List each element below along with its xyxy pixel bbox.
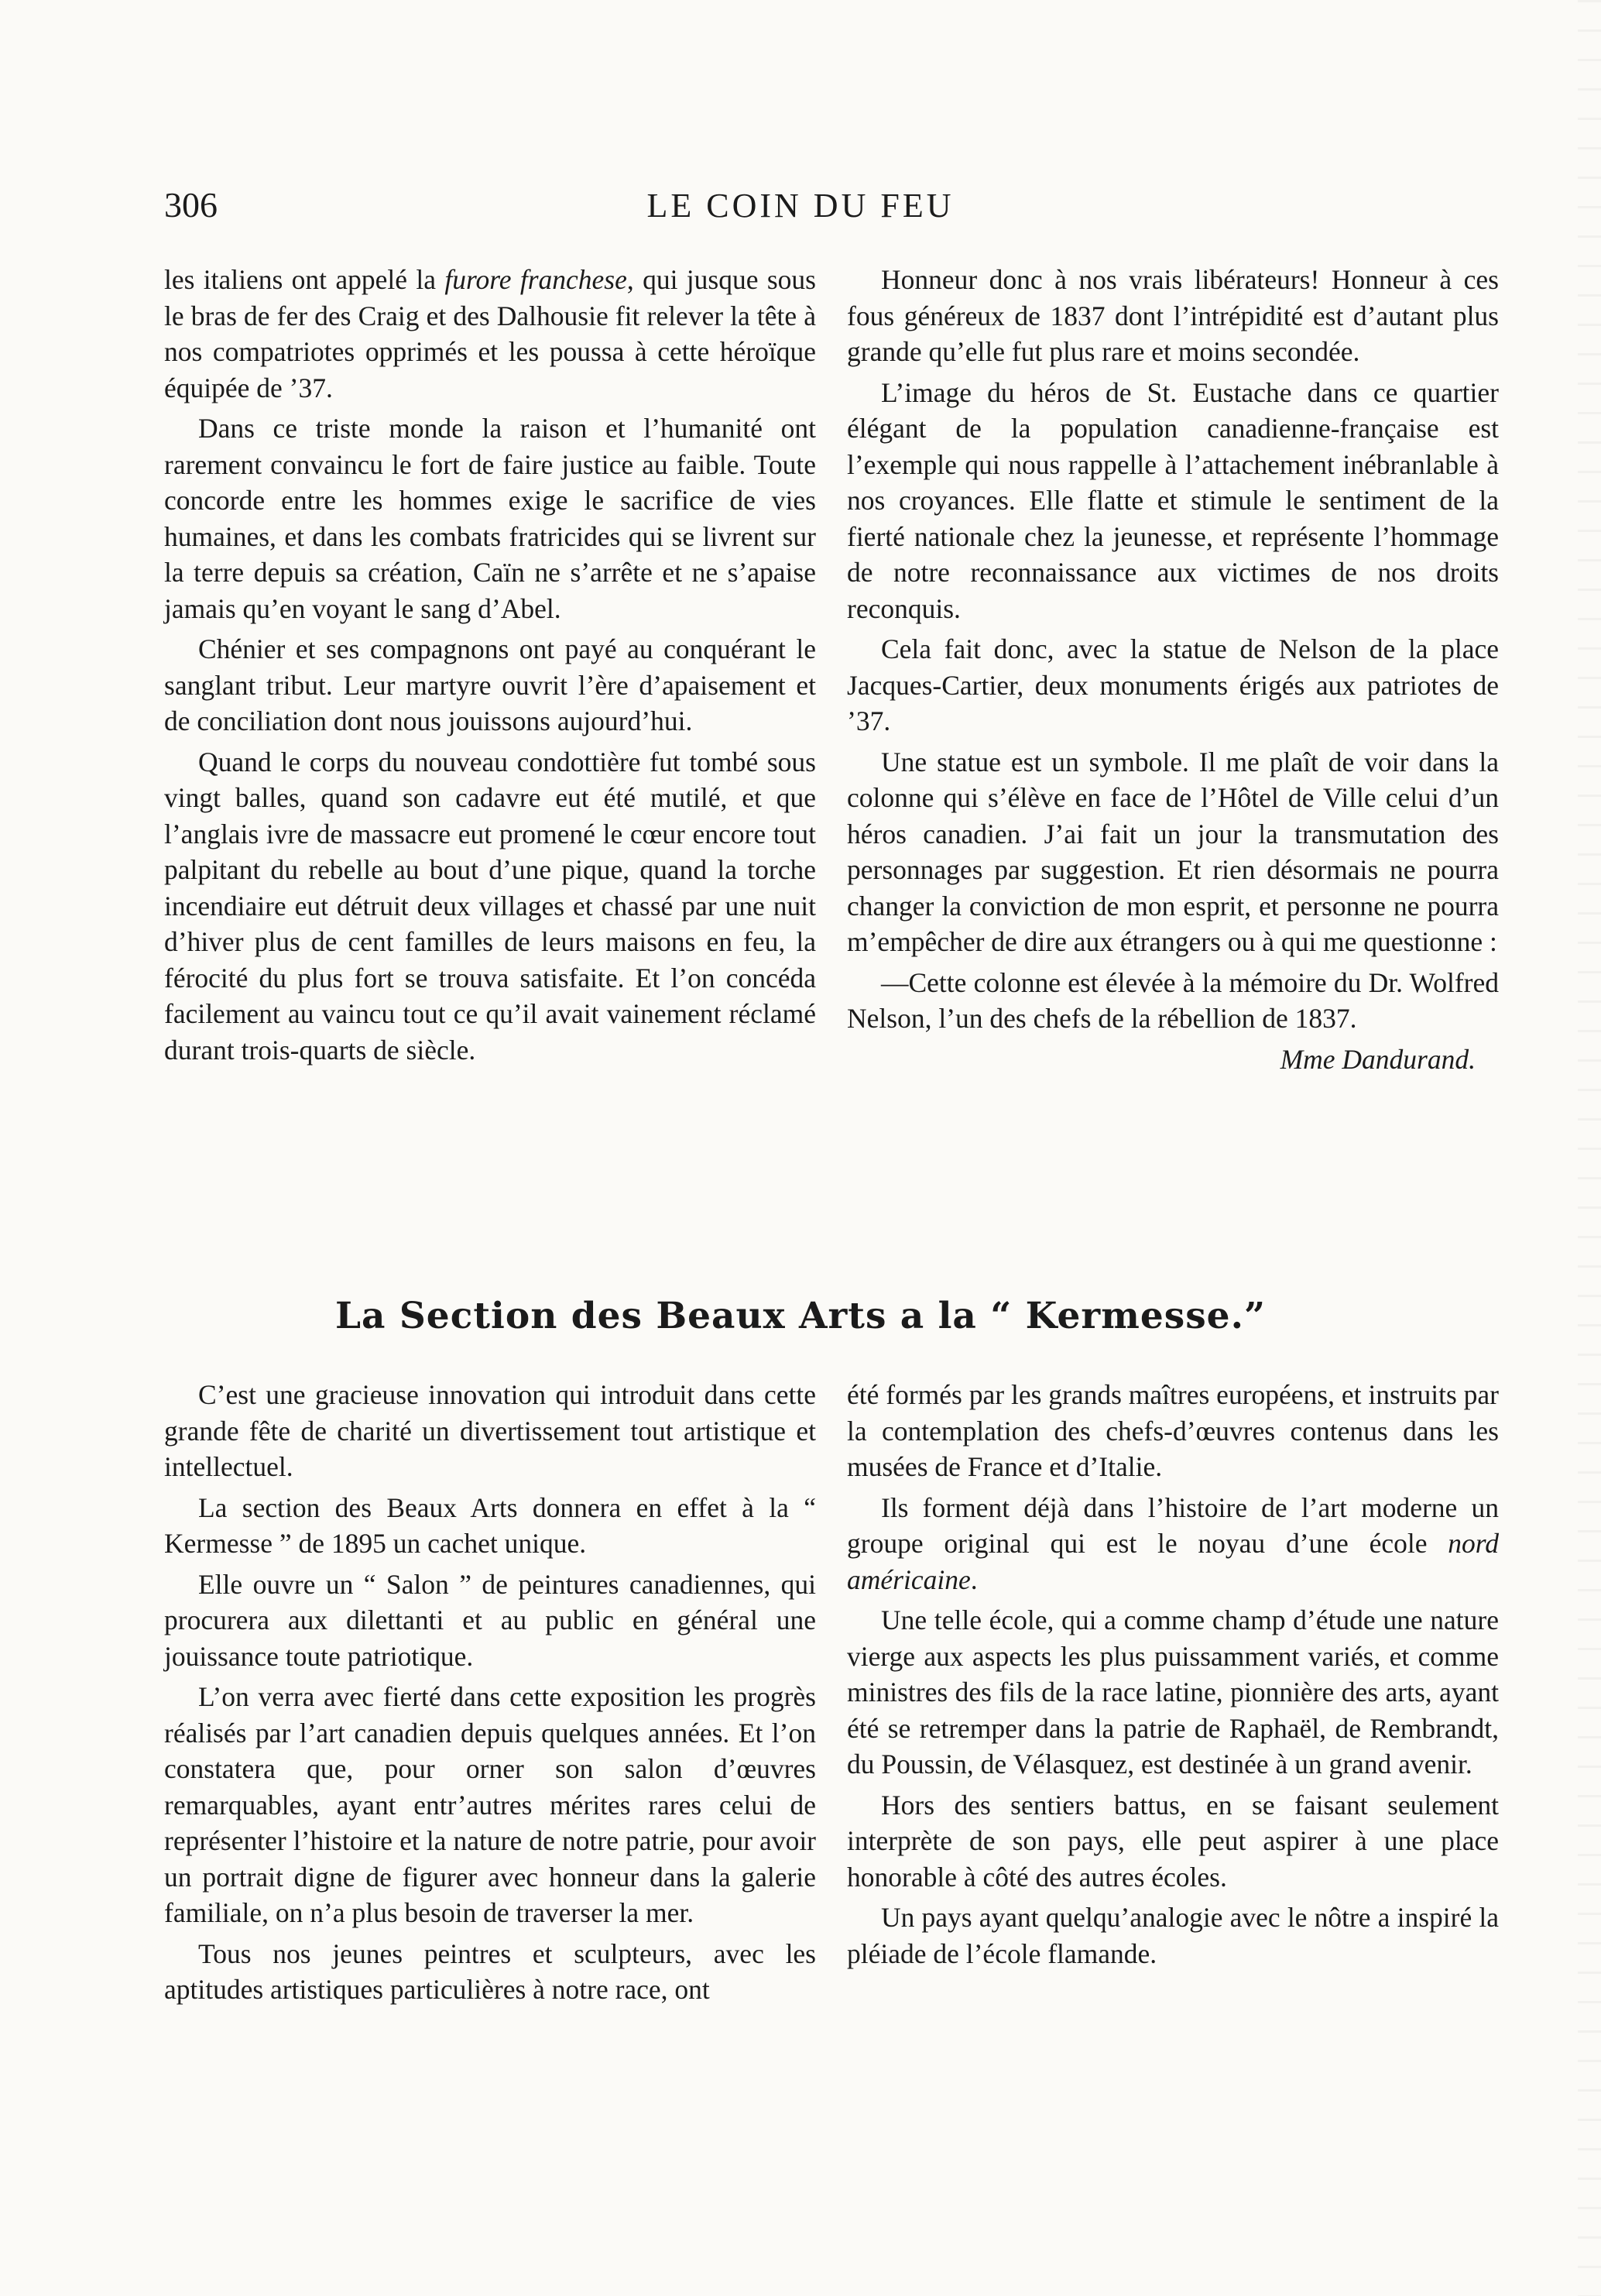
author-signature: Mme Dandurand. <box>1280 1043 1476 1075</box>
paragraph: Cela fait donc, avec la statue de Nelson de la place Jacques-Cartier, deux monuments érigés aux patriotes de ’37. <box>847 633 1499 736</box>
paragraph: Honneur donc à nos vrais libérateurs! Honneur à ces fous généreux de 1837 dont l’intrépidité est d’autant plus grande qu’elle fut plus rare et moins secondée. <box>847 264 1499 367</box>
paragraph: Hors des sentiers battus, en se faisant seulement interprète de son pays, elle peut aspirer à une place honorable à côté des autres écoles. <box>847 1789 1499 1893</box>
paragraph: C’est une gracieuse innovation qui introduit dans cette grande fête de charité un divertissement tout artistique et intellectuel. <box>164 1379 816 1482</box>
paragraph: L’image du héros de St. Eustache dans ce quartier élégant de la population canadienne-française est l’exemple qui nous rappelle à l’attachement inébranlable à nos croyances. Elle flatte et stimule le sentiment de la fierté nationale chez la jeunesse, et représente l’hommage de notre reconnaissance aux victimes de nos droits reconquis. <box>847 376 1499 624</box>
article-column-left <box>164 262 816 1072</box>
paragraph: Une statue est un symbole. Il me plaît de voir dans la colonne qui s’élève en face de l’Hôtel de Ville celui d’un héros canadien. J’ai fait un jour la transmutation des personnages par suggestion. Et rien désormais ne pourra changer la conviction de mon esprit, et personne ne pourra m’empêcher de dire aux étrangers ou à qui me questionne : <box>847 746 1499 957</box>
paragraph: Quand le corps du nouveau condottière fut tombé sous vingt balles, quand son cadavre eut été mutilé, et que l’anglais ivre de massacre eut promené le cœur encore tout palpitant du rebelle au bout d’une pique, quand la torche incendiaire eut détruit deux villages et chassé par une nuit d’hiver plus de cent familles de leurs maisons en feu, la férocité du plus fort se trouva satisfaite. Et l’on concéda facilement au vaincu tout ce qu’il avait vainement réclamé durant trois-quarts de siècle. <box>164 746 816 1066</box>
paragraph: Tous nos jeunes peintres et sculpteurs, avec les aptitudes artistiques particulières à notre race, ont <box>164 1937 816 2005</box>
section-column-right <box>847 1377 1499 1976</box>
paragraph: L’on verra avec fierté dans cette exposition les progrès réalisés par l’art canadien depuis quelques années. Et l’on constatera que, pour orner son salon d’œuvres remarquables, ayant entr’autres mérites rares celui de représenter l’histoire et la nature de notre patrie, pour avoir un portrait digne de figurer avec honneur dans la galerie familiale, on n’a plus besoin de traverser la mer. <box>164 1681 816 1928</box>
article-column-right <box>847 262 1499 1077</box>
section-column-left <box>164 1377 816 2013</box>
paragraph: Ils forment déjà dans l’histoire de l’art moderne un groupe original qui est le noyau d’une école nord américaine. <box>847 1491 1499 1595</box>
paragraph: Dans ce triste monde la raison et l’humanité ont rarement convaincu le fort de faire justice au faible. Toute concorde entre les hommes exige le sacrifice de vies humaines, et dans les combats fratricides qui se livrent sur la terre depuis sa création, Caïn ne s’arrête et ne s’apaise jamais qu’en voyant le sang d’Abel. <box>164 413 816 624</box>
paragraph: Une telle école, qui a comme champ d’étude une nature vierge aux aspects les plus puissamment variés, et comme ministres des fils de la race latine, pionnière des arts, ayant été se retremper dans la patrie de Raphaël, de Rembrandt, du Poussin, de Vélasquez, est destinée à un grand avenir. <box>847 1604 1499 1779</box>
paragraph: Un pays ayant quelqu’analogie avec le nôtre a inspiré la pléiade de l’école flamande. <box>847 1902 1499 1969</box>
paragraph: Elle ouvre un “ Salon ” de peintures canadiennes, qui procurera aux dilettanti et au public en général une jouissance toute patriotique. <box>164 1568 816 1672</box>
scan-edge <box>1578 0 1601 2296</box>
running-head: LE COIN DU FEU <box>646 187 955 225</box>
paragraph: Chénier et ses compagnons ont payé au conquérant le sanglant tribut. Leur martyre ouvrit l’ère d’apaisement et de conciliation dont nous jouissons aujourd’hui. <box>164 633 816 736</box>
paragraph: La section des Beaux Arts donnera en effet à la “ Kermesse ” de 1895 un cachet unique. <box>164 1491 816 1559</box>
section-title: La Section des Beaux Arts a la “ Kermesse.” <box>335 1295 1266 1337</box>
page-number: 306 <box>164 185 218 225</box>
paragraph: été formés par les grands maîtres européens, et instruits par la contemplation des chefs-d’œuvres contenus dans les musées de France et d’Italie. <box>847 1379 1499 1482</box>
paragraph: —Cette colonne est élevée à la mémoire du Dr. Wolfred Nelson, l’un des chefs de la rébellion de 1837. <box>847 966 1499 1034</box>
paragraph: les italiens ont appelé la furore franchese, qui jusque sous le bras de fer des Craig et des Dalhousie fit relever la tête à nos compatriotes opprimés et les poussa à cette héroïque équipée de ’37. <box>164 264 816 403</box>
